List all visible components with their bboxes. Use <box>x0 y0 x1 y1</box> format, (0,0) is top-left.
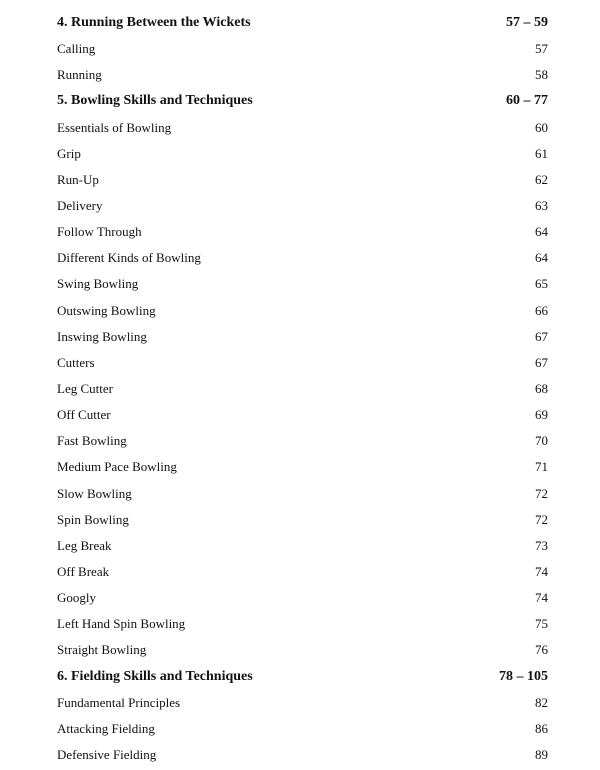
toc-entry <box>57 219 548 245</box>
toc-entry-title: 6. Fielding Skills and Techniques <box>57 668 253 684</box>
toc-entry-title: Outswing Bowling <box>57 302 156 318</box>
toc-entry <box>57 481 548 507</box>
toc-entry <box>57 245 548 271</box>
toc-entry-title: Leg Break <box>57 537 112 553</box>
toc-entry-page: 60 <box>535 119 548 135</box>
toc-entry-page: 78 – 105 <box>499 668 548 684</box>
toc-entry-title: Off Cutter <box>57 407 111 423</box>
toc-entry <box>57 167 548 193</box>
toc-entry <box>57 141 548 167</box>
toc-entry <box>57 193 548 219</box>
toc-entry-page: 64 <box>535 250 548 266</box>
toc-entry <box>57 402 548 428</box>
toc-entry <box>57 742 548 768</box>
toc-entry-title: Spin Bowling <box>57 511 129 527</box>
toc-entry-title: Run-Up <box>57 171 99 187</box>
toc-entry <box>57 507 548 533</box>
toc-entry-title: Different Kinds of Bowling <box>57 250 201 266</box>
toc-entry <box>57 637 548 663</box>
toc-entry-page: 70 <box>535 433 548 449</box>
toc-entry-title: Straight Bowling <box>57 642 147 658</box>
toc-entry <box>57 376 548 402</box>
toc-entry-title: Googly <box>57 590 96 606</box>
toc-entry-page: 64 <box>535 224 548 240</box>
toc-entry-title: Follow Through <box>57 224 142 240</box>
toc-entry-title: Cutters <box>57 354 95 370</box>
toc-entry <box>57 611 548 637</box>
toc-entry-title: 4. Running Between the Wickets <box>57 15 251 30</box>
toc-entry-page: 67 <box>535 354 548 370</box>
toc-entry-page: 58 <box>535 67 548 83</box>
toc-entry-page: 74 <box>535 590 548 606</box>
table-of-contents <box>57 10 548 768</box>
toc-entry-title: Off Break <box>57 563 110 579</box>
toc-entry-page: 71 <box>535 459 548 475</box>
toc-entry-title: Calling <box>57 41 96 57</box>
toc-entry-title: Delivery <box>57 197 103 213</box>
toc-entry-page: 82 <box>535 694 548 710</box>
toc-entry-page: 66 <box>535 302 548 318</box>
toc-entry <box>57 298 548 324</box>
toc-entry-title: Leg Cutter <box>57 380 113 396</box>
toc-entry <box>57 716 548 742</box>
toc-chapter-6 <box>57 664 548 690</box>
toc-entry-page: 73 <box>535 537 548 553</box>
toc-entry-page: 76 <box>535 642 548 658</box>
toc-chapter-4 <box>57 10 548 36</box>
toc-entry <box>57 324 548 350</box>
toc-entry-page: 61 <box>535 145 548 161</box>
toc-entry <box>57 454 548 480</box>
toc-entry-page: 62 <box>535 171 548 187</box>
toc-entry-page: 72 <box>535 511 548 527</box>
toc-entry-page: 89 <box>535 746 548 762</box>
toc-entry-title: Essentials of Bowling <box>57 119 172 135</box>
toc-entry <box>57 585 548 611</box>
toc-entry-page: 75 <box>535 616 548 632</box>
toc-entry-page: 68 <box>535 380 548 396</box>
toc-entry <box>57 271 548 297</box>
toc-entry <box>57 533 548 559</box>
toc-entry <box>57 350 548 376</box>
toc-chapter-5 <box>57 88 548 114</box>
toc-entry <box>57 690 548 716</box>
toc-entry <box>57 428 548 454</box>
toc-entry-page: 67 <box>535 328 548 344</box>
toc-entry <box>57 62 548 88</box>
toc-entry-title: Defensive Fielding <box>57 746 157 762</box>
toc-entry <box>57 115 548 141</box>
toc-entry-title: Fast Bowling <box>57 433 127 449</box>
toc-entry-title: Swing Bowling <box>57 276 139 292</box>
toc-entry-title: Attacking Fielding <box>57 720 155 736</box>
toc-entry-page: 57 <box>535 41 548 57</box>
toc-entry-page: 74 <box>535 563 548 579</box>
toc-entry-page: 63 <box>535 197 548 213</box>
toc-entry-title: 5. Bowling Skills and Techniques <box>57 93 253 109</box>
toc-entry-page: 57 – 59 <box>506 15 548 30</box>
toc-entry <box>57 36 548 62</box>
toc-entry-page: 69 <box>535 407 548 423</box>
toc-entry-title: Inswing Bowling <box>57 328 147 344</box>
toc-entry-title: Left Hand Spin Bowling <box>57 616 186 632</box>
toc-entry-title: Slow Bowling <box>57 485 132 501</box>
toc-entry-page: 72 <box>535 485 548 501</box>
toc-entry-title: Fundamental Principles <box>57 694 181 710</box>
toc-entry-page: 65 <box>535 276 548 292</box>
toc-entry-page: 60 – 77 <box>506 93 548 109</box>
toc-entry-page: 86 <box>535 720 548 736</box>
toc-entry-title: Medium Pace Bowling <box>57 459 177 475</box>
toc-entry <box>57 559 548 585</box>
toc-entry-title: Running <box>57 67 102 83</box>
toc-entry-title: Grip <box>57 145 81 161</box>
